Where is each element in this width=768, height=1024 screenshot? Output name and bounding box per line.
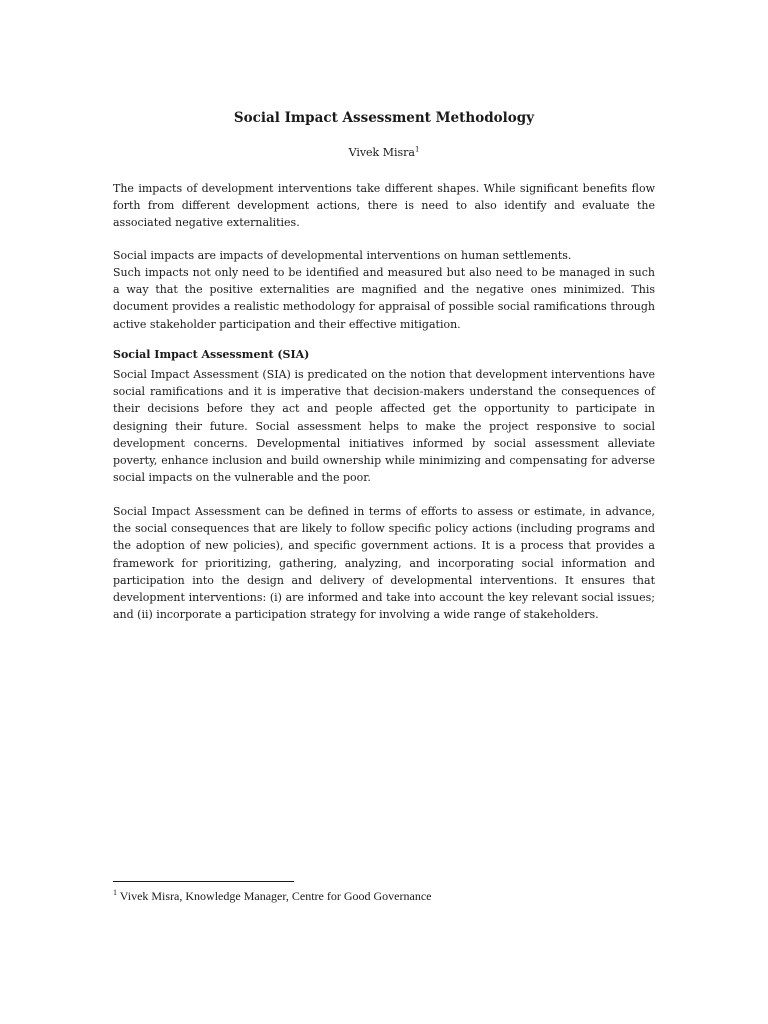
management-paragraph: Such impacts not only need to be identified and measured but also need to be managed in such a way that the positive externalities are magnified and the negative ones minimized. This document provides a realistic methodology for appraisal of possible social ramifications through active stakeholder participation and their effective mitigation. [113, 266, 655, 331]
intro-paragraph: The impacts of development interventions take different shapes. While significant benefits flow forth from different development actions, there is need to also identify and evaluate the associated negative externalities. [113, 182, 655, 230]
footnote-divider [113, 881, 294, 882]
author-footnote-marker: 1 [414, 145, 420, 154]
footnote-marker: 1 [113, 888, 117, 897]
footnote [113, 888, 431, 904]
sia-paragraph-1: Social Impact Assessment (SIA) is predicated on the notion that development interventions have social ramifications and it is imperative that decision-makers understand the consequences of their decisions before they act and people affected get the opportunity to participate in designing their future. Social assessment helps to make the project responsive to social development concerns. Developmental initiatives informed by social assessment alleviate poverty, enhance inclusion and build ownership while minimizing and compensating for adverse social impacts on the vulnerable and the poor. [113, 368, 655, 485]
footnote-text: Vivek Misra, Knowledge Manager, Centre for Good Governance [117, 889, 432, 903]
document-page [113, 0, 655, 1024]
section-heading: Social Impact Assessment (SIA) [113, 348, 310, 361]
definition-line: Social impacts are impacts of developmental interventions on human settlements. [113, 249, 572, 262]
sia-paragraph-2: Social Impact Assessment can be defined in terms of efforts to assess or estimate, in advance, the social consequences that are likely to follow specific policy actions (including programs and the adoption of new policies), and specific government actions. It is a process that provides a framework for prioritizing, gathering, analyzing, and incorporating social information and participation into the design and delivery of developmental interventions. It ensures that development interventions: (i) are informed and take into account the key relevant social issues; and (ii) incorporate a participation strategy for involving a wide range of stakeholders. [113, 505, 655, 622]
document-title: Social Impact Assessment Methodology [233, 110, 535, 126]
author-name: Vivek Misra [348, 146, 415, 159]
author-line [113, 145, 655, 161]
